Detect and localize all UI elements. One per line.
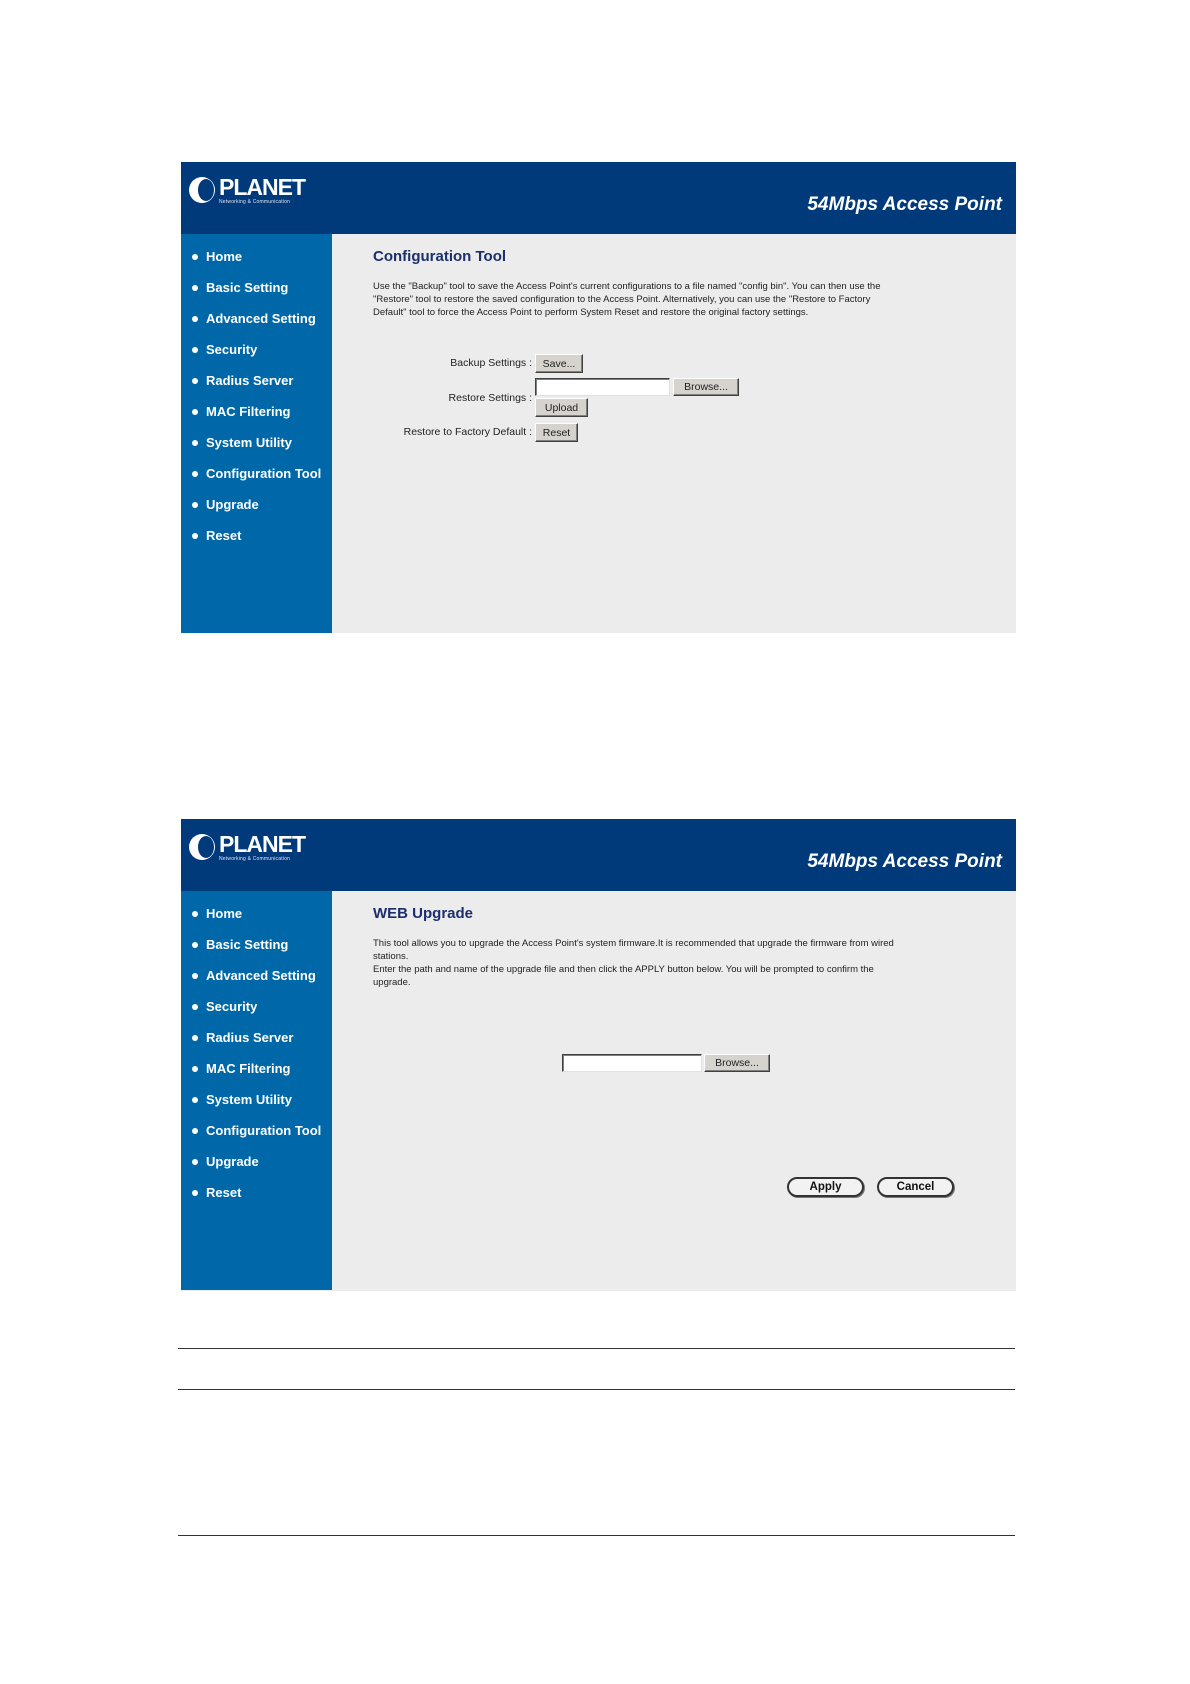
table-rule-bottom xyxy=(178,1535,1015,1536)
bullet-icon xyxy=(192,1035,198,1041)
bullet-icon xyxy=(192,409,198,415)
bullet-icon xyxy=(192,316,198,322)
description-line: Use the "Backup" tool to save the Access Point's current configurations to a file named "config bin". You can then use the xyxy=(373,281,881,292)
sidebar-item-label: System Utility xyxy=(206,435,292,450)
sidebar-item-mac-filtering[interactable] xyxy=(192,404,291,419)
logo-name: PLANET xyxy=(219,830,305,857)
sidebar-item-label: Radius Server xyxy=(206,373,294,388)
bullet-icon xyxy=(192,1066,198,1072)
sidebar-item-reset[interactable] xyxy=(192,1185,241,1200)
sidebar-item-advanced-setting[interactable] xyxy=(192,311,316,326)
firmware-browse-button[interactable]: Browse... xyxy=(704,1054,770,1072)
sidebar-item-configuration-tool[interactable] xyxy=(192,466,321,481)
sidebar-item-label: Reset xyxy=(206,528,242,543)
sidebar-item-basic-setting[interactable] xyxy=(192,937,288,952)
sidebar-item-basic-setting[interactable] xyxy=(192,280,288,295)
sidebar-item-label: Configuration Tool xyxy=(206,466,322,481)
sidebar-item-mac-filtering[interactable] xyxy=(192,1061,291,1076)
bullet-icon xyxy=(192,502,198,508)
bullet-icon xyxy=(192,1097,198,1103)
reset-button[interactable]: Reset xyxy=(535,423,578,442)
sidebar-item-label: Radius Server xyxy=(206,1030,294,1045)
bullet-icon xyxy=(192,533,198,539)
upload-button[interactable]: Upload xyxy=(535,398,588,417)
restore-file-input[interactable] xyxy=(535,378,670,396)
sidebar-item-label: Basic Setting xyxy=(206,937,289,952)
sidebar-item-upgrade[interactable] xyxy=(192,497,259,512)
factory-default-label: Restore to Factory Default : xyxy=(403,426,532,438)
description-line: "Restore" tool to restore the saved configuration to the Access Point. Alternatively, you can use the "Restore to Factory xyxy=(373,294,871,305)
planet-logo-icon xyxy=(189,177,215,203)
sidebar-item-upgrade[interactable] xyxy=(192,1154,259,1169)
description-line: stations. xyxy=(373,951,409,962)
sidebar xyxy=(181,891,332,1290)
firmware-file-input[interactable] xyxy=(562,1054,702,1072)
sidebar-item-label: Upgrade xyxy=(206,1154,259,1169)
planet-logo-icon xyxy=(189,834,215,860)
sidebar-item-home[interactable] xyxy=(192,249,242,264)
sidebar-item-radius-server[interactable] xyxy=(192,1030,293,1045)
sidebar-item-home[interactable] xyxy=(192,906,242,921)
sidebar-item-label: Basic Setting xyxy=(206,280,289,295)
sidebar-item-system-utility[interactable] xyxy=(192,1092,292,1107)
header-bar xyxy=(181,819,1016,891)
bullet-icon xyxy=(192,1159,198,1165)
configuration-tool-screenshot xyxy=(181,162,1016,633)
sidebar-item-label: Security xyxy=(206,999,258,1014)
sidebar-item-label: Configuration Tool xyxy=(206,1123,322,1138)
bullet-icon xyxy=(192,942,198,948)
sidebar-item-label: MAC Filtering xyxy=(206,404,291,419)
logo-tagline: Networking & Communication xyxy=(219,855,291,862)
bullet-icon xyxy=(192,254,198,260)
description-line: Default" tool to force the Access Point to perform System Reset and restore the original factory settings. xyxy=(373,307,809,318)
table-rule-top xyxy=(178,1348,1015,1349)
header-bar xyxy=(181,162,1016,234)
bullet-icon xyxy=(192,471,198,477)
sidebar-item-reset[interactable] xyxy=(192,528,241,543)
sidebar-item-label: Upgrade xyxy=(206,497,259,512)
planet-logo xyxy=(189,172,305,208)
bullet-icon xyxy=(192,347,198,353)
save-button[interactable]: Save... xyxy=(535,354,583,373)
bullet-icon xyxy=(192,378,198,384)
sidebar-item-label: MAC Filtering xyxy=(206,1061,291,1076)
sidebar-item-label: Security xyxy=(206,342,258,357)
sidebar-item-security[interactable] xyxy=(192,342,257,357)
description-line: Enter the path and name of the upgrade file and then click the APPLY button below. You will be prompted to confirm the xyxy=(373,964,874,975)
sidebar xyxy=(181,234,332,633)
sidebar-item-label: Advanced Setting xyxy=(206,968,316,983)
sidebar-item-label: System Utility xyxy=(206,1092,292,1107)
table-rule-middle xyxy=(178,1389,1015,1390)
sidebar-item-label: Reset xyxy=(206,1185,242,1200)
bullet-icon xyxy=(192,440,198,446)
planet-logo xyxy=(189,829,305,865)
sidebar-item-radius-server[interactable] xyxy=(192,373,293,388)
page-title: Configuration Tool xyxy=(373,248,507,265)
backup-settings-label: Backup Settings : xyxy=(450,357,532,369)
sidebar-item-label: Home xyxy=(206,906,243,921)
description-line: This tool allows you to upgrade the Access Point's system firmware.It is recommended that upgrade the firmware from wired xyxy=(373,938,894,949)
sidebar-item-label: Advanced Setting xyxy=(206,311,316,326)
product-title: 54Mbps Access Point xyxy=(807,851,1002,872)
apply-button[interactable]: Apply xyxy=(787,1177,864,1197)
sidebar-item-label: Home xyxy=(206,249,243,264)
sidebar-item-system-utility[interactable] xyxy=(192,435,292,450)
main-content xyxy=(332,891,1016,1290)
bullet-icon xyxy=(192,973,198,979)
cancel-button[interactable]: Cancel xyxy=(877,1177,954,1197)
web-upgrade-screenshot xyxy=(181,819,1016,1291)
bullet-icon xyxy=(192,1128,198,1134)
sidebar-item-security[interactable] xyxy=(192,999,257,1014)
bullet-icon xyxy=(192,285,198,291)
product-title: 54Mbps Access Point xyxy=(807,194,1002,215)
restore-browse-button[interactable]: Browse... xyxy=(673,378,739,396)
sidebar-item-configuration-tool[interactable] xyxy=(192,1123,321,1138)
bullet-icon xyxy=(192,1190,198,1196)
logo-name: PLANET xyxy=(219,173,305,200)
bullet-icon xyxy=(192,911,198,917)
main-content xyxy=(332,234,1016,633)
logo-tagline: Networking & Communication xyxy=(219,198,291,205)
restore-settings-label: Restore Settings : xyxy=(448,392,532,404)
page-title: WEB Upgrade xyxy=(373,905,474,922)
description-line: upgrade. xyxy=(373,977,411,988)
sidebar-item-advanced-setting[interactable] xyxy=(192,968,316,983)
bullet-icon xyxy=(192,1004,198,1010)
